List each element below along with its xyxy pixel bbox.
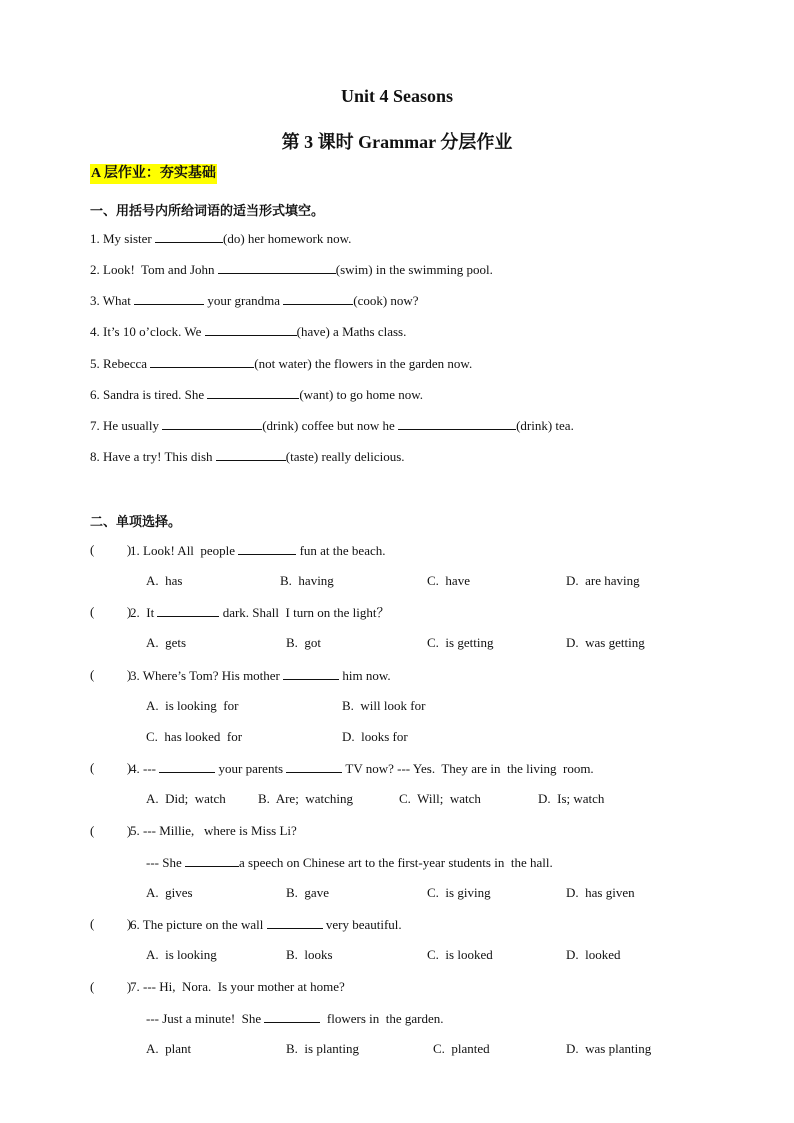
q2-stem-a: 2. It	[130, 605, 158, 620]
option-a[interactable]: A. gets	[146, 635, 187, 650]
option-b[interactable]: B. will look for	[342, 698, 426, 713]
answer-paren[interactable]: ( )	[90, 604, 132, 619]
lesson-title: 第 3 课时 Grammar 分层作业	[281, 132, 513, 152]
fill-item-3-post: (cook) now?	[353, 293, 419, 308]
part1-heading: 一、用括号内所给词语的适当形式填空。	[90, 204, 325, 219]
fill-item-3-mid: your grandma	[204, 293, 284, 308]
option-c[interactable]: C. has looked for	[146, 729, 243, 744]
option-d[interactable]: D. are having	[566, 573, 640, 588]
option-b[interactable]: B. looks	[286, 947, 333, 962]
question-blank	[264, 1010, 320, 1023]
unit-title: Unit 4 Seasons	[340, 86, 454, 106]
fill-item-4-mid: (have) a Maths class.	[296, 324, 407, 339]
question-blank	[159, 760, 215, 773]
fill-item-2-pre: 2. Look! Tom and John	[90, 262, 218, 277]
question-1-stem	[130, 542, 385, 559]
option-b[interactable]: B. is planting	[286, 1041, 359, 1056]
fill-item-7	[90, 417, 574, 434]
fill-item-8	[90, 448, 405, 465]
fill-item-8-mid: (taste) really delicious.	[285, 449, 405, 464]
question-7-stem: 7. --- Hi, Nora. Is your mother at home?	[130, 979, 345, 994]
option-c[interactable]: C. is looked	[427, 947, 493, 962]
answer-paren[interactable]: ( )	[90, 979, 132, 994]
fill-item-5-pre: 5. Rebecca	[90, 356, 151, 371]
answer-paren[interactable]: ( )	[90, 760, 132, 775]
option-a[interactable]: A. Did; watch	[146, 791, 226, 806]
question-7-reply	[146, 1010, 444, 1027]
option-a[interactable]: A. gives	[146, 885, 193, 900]
q6-stem-b: very beautiful.	[322, 917, 402, 932]
q1-stem-a: 1. Look! All people	[130, 543, 239, 558]
fill-item-7-post: (drink) tea.	[516, 418, 574, 433]
answer-paren[interactable]: ( )	[90, 916, 132, 931]
option-c[interactable]: C. is getting	[427, 635, 494, 650]
q4-stem-a: 4. ---	[130, 761, 160, 776]
option-c[interactable]: C. is giving	[427, 885, 491, 900]
q7-line2-b: flowers in the garden.	[320, 1011, 444, 1026]
fill-item-7-pre: 7. He usually	[90, 418, 163, 433]
question-3-stem	[130, 667, 391, 684]
q2-stem-b: dark. Shall I turn on the light？	[219, 605, 390, 620]
question-blank	[157, 604, 219, 617]
question-blank	[238, 542, 296, 555]
q4-stem-b: your parents	[215, 761, 287, 776]
question-blank	[267, 916, 323, 929]
q3-stem-a: 3. Where’s Tom? His mother	[130, 668, 284, 683]
option-c[interactable]: C. Will; watch	[399, 791, 481, 806]
fill-item-1-pre: 1. My sister	[90, 231, 155, 246]
fill-blank[interactable]	[205, 323, 297, 336]
fill-item-2-mid: (swim) in the swimming pool.	[335, 262, 493, 277]
option-a[interactable]: A. is looking for	[146, 698, 239, 713]
fill-item-1-mid: (do) her homework now.	[223, 231, 352, 246]
question-blank	[286, 760, 342, 773]
question-4-stem	[130, 760, 594, 777]
option-a[interactable]: A. plant	[146, 1041, 192, 1056]
question-blank	[185, 854, 239, 867]
q1-stem-b: fun at the beach.	[296, 543, 386, 558]
q3-stem-b: him now.	[339, 668, 391, 683]
option-b[interactable]: B. gave	[286, 885, 329, 900]
option-d[interactable]: D. Is; watch	[538, 791, 605, 806]
q6-stem-a: 6. The picture on the wall	[130, 917, 267, 932]
fill-item-4-pre: 4. It’s 10 o’clock. We	[90, 324, 205, 339]
question-5-stem: 5. --- Millie, where is Miss Li?	[130, 823, 297, 838]
fill-blank[interactable]	[134, 292, 204, 305]
option-d[interactable]: D. has given	[566, 885, 635, 900]
level-banner: A 层作业：夯实基础	[90, 164, 217, 184]
question-6-stem	[130, 916, 402, 933]
answer-paren[interactable]: ( )	[90, 542, 132, 557]
option-a[interactable]: A. is looking	[146, 947, 217, 962]
fill-blank[interactable]	[207, 386, 299, 399]
option-d[interactable]: D. was planting	[566, 1041, 652, 1056]
option-b[interactable]: B. having	[280, 573, 334, 588]
fill-item-2	[90, 261, 493, 278]
fill-blank[interactable]	[150, 355, 254, 368]
option-d[interactable]: D. was getting	[566, 635, 645, 650]
option-b[interactable]: B. Are; watching	[258, 791, 353, 806]
fill-blank[interactable]	[162, 417, 262, 430]
q7-line2-a: --- Just a minute! She	[146, 1011, 265, 1026]
question-5-reply	[146, 854, 553, 871]
answer-paren[interactable]: ( )	[90, 823, 132, 838]
option-c[interactable]: C. have	[427, 573, 470, 588]
fill-item-5-mid: (not water) the flowers in the garden now.	[254, 356, 473, 371]
option-d[interactable]: D. looks for	[342, 729, 408, 744]
question-blank	[283, 667, 339, 680]
part2-heading: 二、单项选择。	[90, 515, 182, 530]
fill-blank[interactable]	[155, 230, 223, 243]
q4-stem-c: TV now? --- Yes. They are in the living room.	[342, 761, 594, 776]
fill-item-6-mid: (want) to go home now.	[299, 387, 424, 402]
option-c[interactable]: C. planted	[433, 1041, 490, 1056]
fill-item-4	[90, 323, 406, 340]
fill-item-6-pre: 6. Sandra is tired. She	[90, 387, 208, 402]
fill-item-8-pre: 8. Have a try! This dish	[90, 449, 216, 464]
option-d[interactable]: D. looked	[566, 947, 621, 962]
fill-blank[interactable]	[398, 417, 516, 430]
q5-line2-b: a speech on Chinese art to the first-year students in the hall.	[239, 855, 553, 870]
fill-item-3	[90, 292, 419, 309]
fill-item-5	[90, 355, 472, 372]
answer-paren[interactable]: ( )	[90, 667, 132, 682]
option-a[interactable]: A. has	[146, 573, 183, 588]
fill-blank[interactable]	[216, 448, 286, 461]
option-b[interactable]: B. got	[286, 635, 322, 650]
fill-blank[interactable]	[218, 261, 336, 274]
q5-line2-a: --- She	[146, 855, 185, 870]
fill-blank[interactable]	[283, 292, 353, 305]
question-2-stem	[130, 604, 390, 621]
fill-item-7-mid: (drink) coffee but now he	[262, 418, 399, 433]
fill-item-6	[90, 386, 423, 403]
fill-item-1	[90, 230, 351, 247]
fill-item-3-pre: 3. What	[90, 293, 135, 308]
